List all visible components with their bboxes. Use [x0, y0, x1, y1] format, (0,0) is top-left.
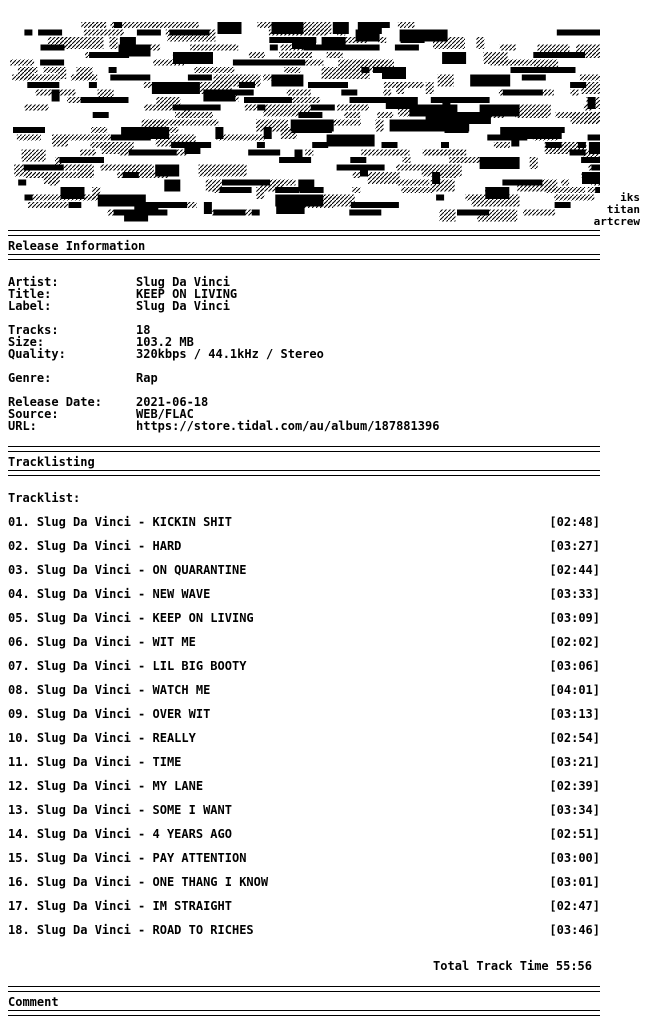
track-duration: [03:01] — [549, 875, 600, 889]
divider-rule — [8, 1010, 600, 1016]
release-field-label: Source: — [8, 407, 59, 421]
track-title: 15. Slug Da Vinci - PAY ATTENTION — [8, 851, 247, 865]
divider-rule — [8, 986, 600, 992]
track-title: 04. Slug Da Vinci - NEW WAVE — [8, 587, 211, 601]
track-title: 17. Slug Da Vinci - IM STRAIGHT — [8, 899, 232, 913]
track-duration: [02:51] — [549, 827, 600, 841]
track-duration: [02:54] — [549, 731, 600, 745]
track-duration: [03:00] — [549, 851, 600, 865]
release-field-value: WEB/FLAC — [136, 407, 194, 421]
release-field-label: Size: — [8, 335, 45, 349]
logo-credit-titan: titan — [606, 203, 640, 216]
ascii-art-logo — [0, 0, 648, 236]
divider-rule — [8, 254, 600, 260]
track-title: 01. Slug Da Vinci - KICKIN SHIT — [8, 515, 232, 529]
track-duration: [02:44] — [549, 563, 600, 577]
release-field-value: KEEP ON LIVING — [136, 287, 238, 301]
release-field-value: Rap — [136, 371, 158, 385]
release-field-label: Release Date: — [8, 395, 102, 409]
release-field-value: Slug Da Vinci — [136, 299, 230, 313]
track-duration: [03:13] — [549, 707, 600, 721]
track-duration: [02:48] — [549, 515, 600, 529]
track-title: 12. Slug Da Vinci - MY LANE — [8, 779, 204, 793]
logo-credit-iks: iks — [620, 191, 640, 204]
release-field-label: Genre: — [8, 371, 52, 385]
track-duration: [03:46] — [549, 923, 600, 937]
track-title: 10. Slug Da Vinci - REALLY — [8, 731, 196, 745]
track-title: 05. Slug Da Vinci - KEEP ON LIVING — [8, 611, 254, 625]
track-title: 08. Slug Da Vinci - WATCH ME — [8, 683, 211, 697]
track-duration: [02:02] — [549, 635, 600, 649]
track-duration: [04:01] — [549, 683, 600, 697]
track-duration: [03:06] — [549, 659, 600, 673]
release-field-value: 320kbps / 44.1kHz / Stereo — [136, 347, 324, 361]
track-title: 03. Slug Da Vinci - ON QUARANTINE — [8, 563, 247, 577]
release-field-value: 2021-06-18 — [136, 395, 209, 409]
track-duration: [03:27] — [549, 539, 600, 553]
release-field-label: Artist: — [8, 275, 59, 289]
total-track-time: Total Track Time 55:56 — [433, 959, 592, 973]
divider-rule — [8, 470, 600, 476]
release-field-value: 18 — [136, 323, 151, 337]
track-duration: [02:47] — [549, 899, 600, 913]
track-title: 02. Slug Da Vinci - HARD — [8, 539, 182, 553]
release-field-label: Quality: — [8, 347, 66, 361]
release-field-label: Title: — [8, 287, 52, 301]
track-title: 06. Slug Da Vinci - WIT ME — [8, 635, 196, 649]
tracklist-label: Tracklist: — [8, 491, 81, 505]
track-title: 13. Slug Da Vinci - SOME I WANT — [8, 803, 232, 817]
track-title: 14. Slug Da Vinci - 4 YEARS AGO — [8, 827, 232, 841]
release-url-link[interactable]: https://store.tidal.com/au/album/187881396 — [136, 419, 440, 433]
release-field-value: 103.2 MB — [136, 335, 194, 349]
logo-credit-artcrew: artcrew — [593, 215, 640, 228]
track-title: 11. Slug Da Vinci - TIME — [8, 755, 182, 769]
track-duration: [03:09] — [549, 611, 600, 625]
release-field-value: Slug Da Vinci — [136, 275, 230, 289]
tracklisting-heading: Tracklisting — [8, 455, 95, 469]
comment-heading: Comment — [8, 995, 59, 1009]
track-duration: [03:33] — [549, 587, 600, 601]
release-field-label: Tracks: — [8, 323, 59, 337]
track-title: 18. Slug Da Vinci - ROAD TO RICHES — [8, 923, 254, 937]
divider-rule — [8, 230, 600, 236]
track-duration: [03:21] — [549, 755, 600, 769]
release-field-label: Label: — [8, 299, 52, 313]
track-duration: [02:39] — [549, 779, 600, 793]
release-info-heading: Release Information — [8, 239, 146, 253]
track-title: 07. Slug Da Vinci - LIL BIG BOOTY — [8, 659, 247, 673]
divider-rule — [8, 446, 600, 452]
release-field-label: URL: — [8, 419, 37, 433]
track-duration: [03:34] — [549, 803, 600, 817]
track-title: 16. Slug Da Vinci - ONE THANG I KNOW — [8, 875, 269, 889]
track-title: 09. Slug Da Vinci - OVER WIT — [8, 707, 211, 721]
